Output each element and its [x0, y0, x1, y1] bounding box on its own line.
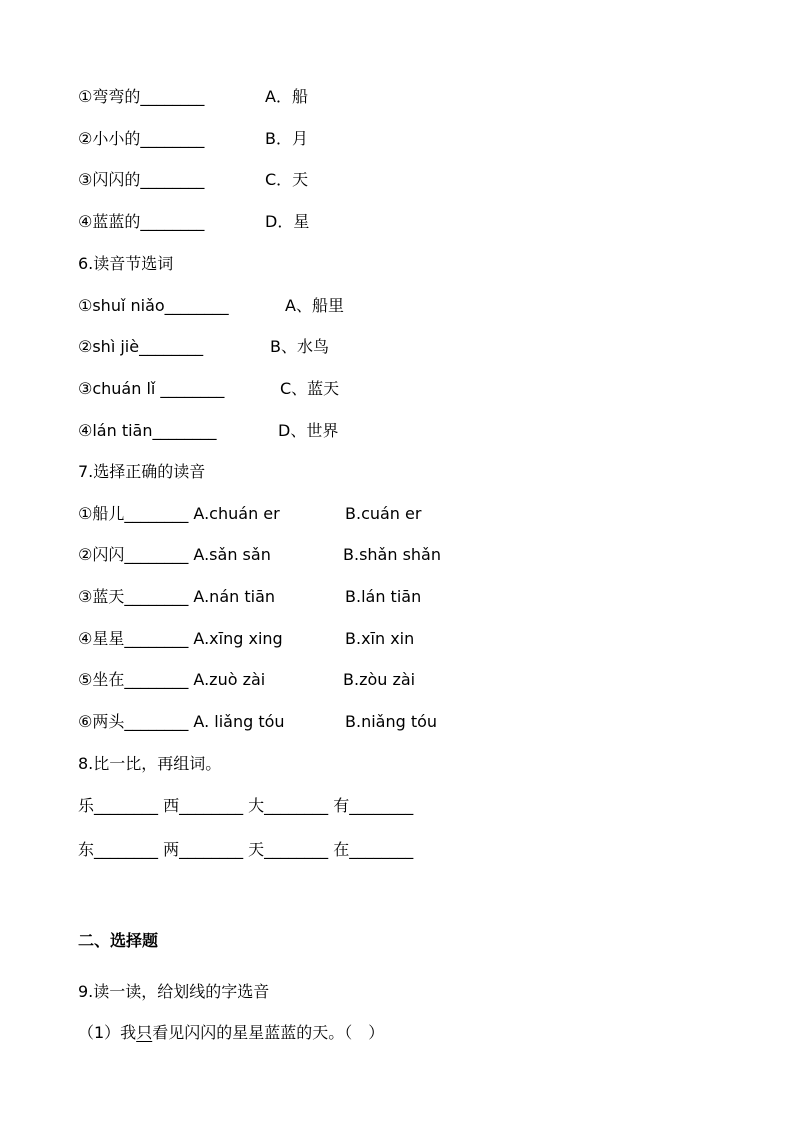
- q9-item-1: [78, 1023, 384, 1043]
- q6-item-1-right: A、船里: [285, 296, 344, 315]
- q8-row-2: 东________ 两________ 天________ 在________: [78, 840, 414, 859]
- q6-item-2-right: B、水鸟: [270, 337, 329, 356]
- q7-item-5-left: ⑤坐在________ A.zuò zài: [78, 670, 266, 689]
- q6-item-3-right: C、蓝天: [280, 379, 340, 398]
- q8-title: 8.比一比，再组词。: [78, 754, 222, 773]
- q5-item-4-left: ④蓝蓝的________: [78, 212, 205, 231]
- q9-item-1-prefix: （1）我: [78, 1023, 137, 1042]
- q7-item-6-left: ⑥两头________ A. liǎng tóu: [78, 712, 285, 731]
- q7-item-5-right: B.zòu zài: [343, 670, 416, 689]
- q5-item-2-right: B．月: [265, 129, 308, 148]
- q7-item-3-right: B.lán tiān: [345, 587, 422, 606]
- q7-item-4-left: ④星星________ A.xīng xing: [78, 629, 283, 648]
- q7-item-2-left: ②闪闪________ A.sǎn sǎn: [78, 545, 271, 564]
- q6-item-3-left: ③chuán lǐ ________: [78, 379, 225, 398]
- q5-item-3-left: ③闪闪的________: [78, 170, 205, 189]
- q6-item-2-left: ②shì jiè________: [78, 337, 204, 356]
- q6-item-1-left: ①shuǐ niǎo________: [78, 296, 229, 315]
- q5-item-2-left: ②小小的________: [78, 129, 205, 148]
- q7-item-3-left: ③蓝天________ A.nán tiān: [78, 587, 276, 606]
- q7-item-4-right: B.xīn xin: [345, 629, 415, 648]
- q5-item-1-left: ①弯弯的________: [78, 87, 205, 106]
- q6-item-4-right: D、世界: [278, 421, 339, 440]
- q7-item-6-right: B.niǎng tóu: [345, 712, 438, 731]
- q7-title: 7.选择正确的读音: [78, 462, 206, 481]
- q9-title: 9.读一读，给划线的字选音: [78, 982, 270, 1001]
- section-2-heading: 二、选择题: [78, 931, 159, 950]
- q7-item-1-left: ①船儿________ A.chuán er: [78, 504, 280, 523]
- q7-item-2-right: B.shǎn shǎn: [343, 545, 441, 564]
- q8-row-1: 乐________ 西________ 大________ 有________: [78, 796, 414, 815]
- q6-item-4-left: ④lán tiān________: [78, 421, 217, 440]
- q9-item-1-suffix: 看见闪闪的星星蓝蓝的天。（ ）: [152, 1023, 385, 1042]
- q9-item-1-underlined-char: 只: [136, 1023, 153, 1042]
- q5-item-4-right: D．星: [265, 212, 310, 231]
- q6-title: 6.读音节选词: [78, 254, 174, 273]
- q5-item-1-right: A．船: [265, 87, 308, 106]
- q5-item-3-right: C．天: [265, 170, 309, 189]
- q7-item-1-right: B.cuán er: [345, 504, 422, 523]
